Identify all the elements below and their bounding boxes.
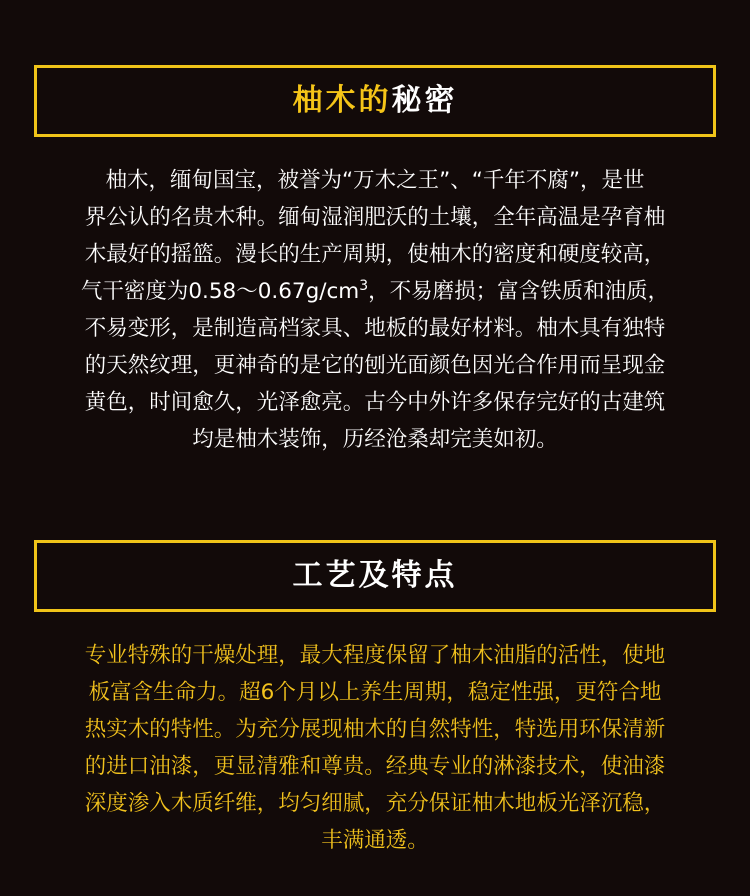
superscript: 3 xyxy=(359,278,369,294)
paragraph-line: 深度渗入木质纤维，均匀细腻，充分保证柚木地板光泽沉稳， xyxy=(84,791,666,816)
section-title-box-secrets xyxy=(34,65,716,137)
paragraph-line: 的天然纹理，更神奇的是它的刨光面颜色因光合作用而呈现金 xyxy=(84,353,666,378)
paragraph-line: 黄色，时间愈久，光泽愈亮。古今中外许多保存完好的古建筑 xyxy=(84,390,666,415)
paragraph-line: 木最好的摇篮。漫长的生产周期，使柚木的密度和硬度较高， xyxy=(84,242,666,267)
paragraph-line: 界公认的名贵木种。缅甸湿润肥沃的土壤，全年高温是孕育柚 xyxy=(84,205,666,230)
paragraph-line: 均是柚木装饰，历经沧桑却完美如初。 xyxy=(192,427,558,452)
paragraph-line: 的进口油漆，更显清雅和尊贵。经典专业的淋漆技术，使油漆 xyxy=(84,754,666,779)
title-highlight: 柚木的 xyxy=(292,83,392,118)
section-title-craft xyxy=(292,558,458,593)
paragraph-line-density xyxy=(40,273,710,310)
title-text: 工艺及特点 xyxy=(292,558,458,593)
paragraph-line: 热实木的特性。为充分展现柚木的自然特性，特选用环保清新 xyxy=(84,717,666,742)
density-text: 气干密度为0.58～0.67g/cm xyxy=(80,279,360,304)
paragraph-line: 柚木，缅甸国宝，被誉为“万木之王”、“千年不腐”，是世 xyxy=(105,168,645,193)
teak-description-paragraph xyxy=(40,162,710,458)
paragraph-line: 丰满通透。 xyxy=(321,828,429,853)
craft-features-paragraph xyxy=(40,637,710,859)
title-rest: 秘密 xyxy=(391,83,458,118)
density-tail: ，不易磨损；富含铁质和油质， xyxy=(368,279,670,304)
section-title-box-craft xyxy=(34,540,716,612)
section-title-secrets xyxy=(292,83,458,118)
paragraph-line: 专业特殊的干燥处理，最大程度保留了柚木油脂的活性，使地 xyxy=(84,643,666,668)
paragraph-line: 不易变形，是制造高档家具、地板的最好材料。柚木具有独特 xyxy=(84,316,666,341)
paragraph-line: 板富含生命力。超6个月以上养生周期，稳定性强，更符合地 xyxy=(88,680,662,705)
